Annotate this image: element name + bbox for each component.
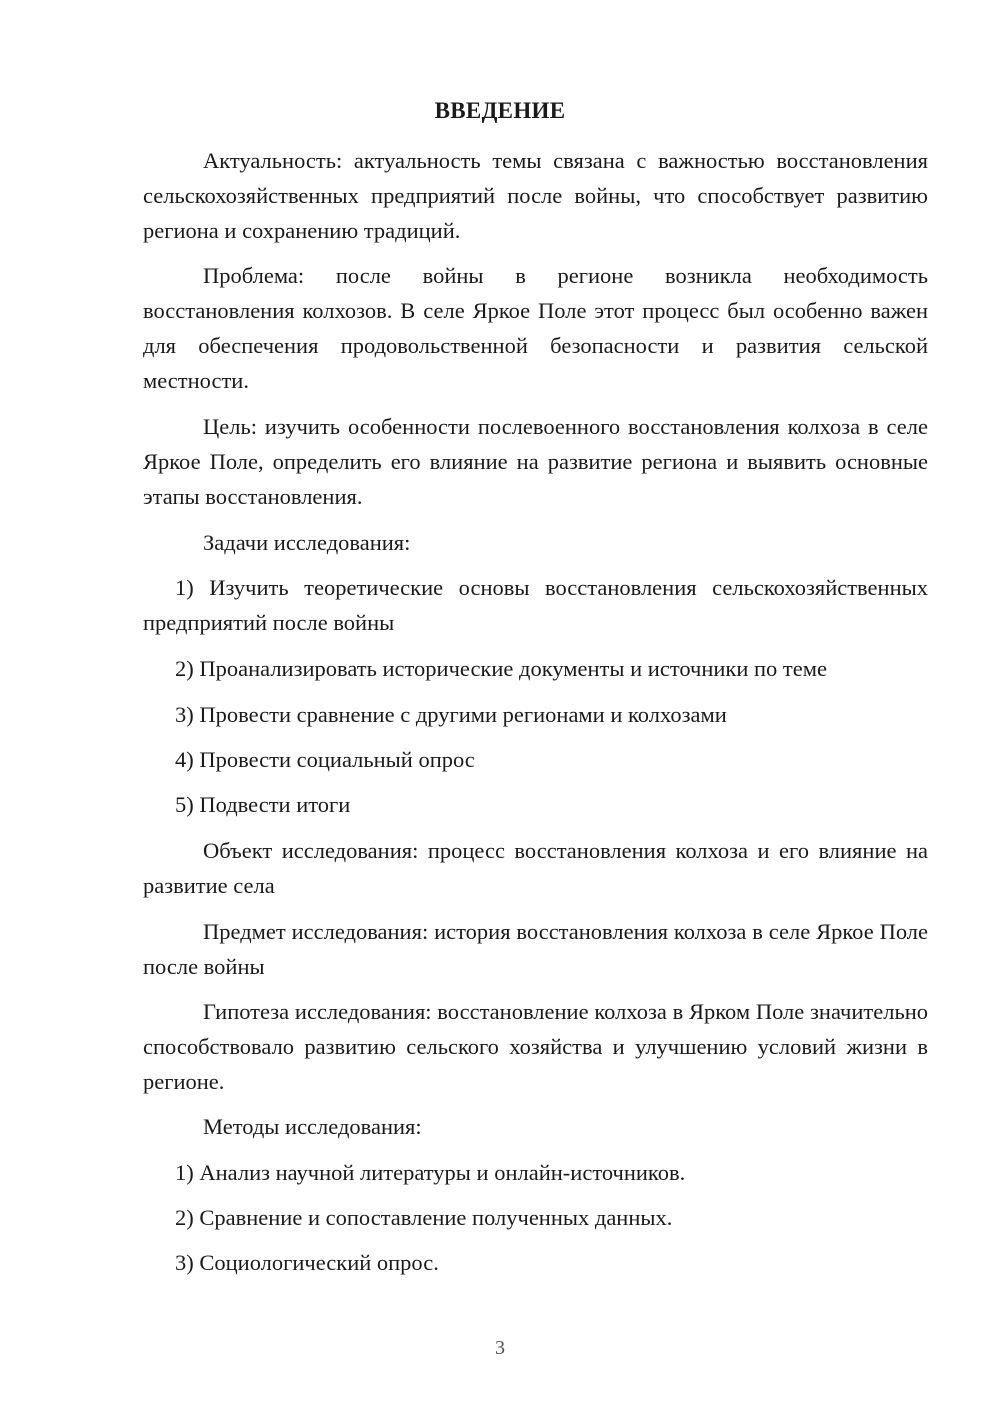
page-title: ВВЕДЕНИЕ xyxy=(434,98,566,123)
task-item-4: 4) Провести социальный опрос xyxy=(175,747,475,772)
method-item-3: 3) Социологический опрос. xyxy=(175,1250,439,1275)
task-item-3: 3) Провести сравнение с другими регионами и колхозами xyxy=(175,702,727,727)
task-item-5: 5) Подвести итоги xyxy=(175,792,351,817)
method-item-1: 1) Анализ научной литературы и онлайн-источников. xyxy=(175,1160,686,1185)
problem-paragraph: Проблема: после войны в регионе возникла необходимость восстановления колхозов. В селе Яркое Поле этот процесс был особенно важен для обеспечения продовольственной безопасности и развития сельской местности. xyxy=(143,263,928,393)
methods-title: Методы исследования: xyxy=(203,1114,422,1139)
page-number: 3 xyxy=(495,1337,505,1359)
goal-paragraph: Цель: изучить особенности послевоенного восстановления колхоза в селе Яркое Поле, определить его влияние на развитие региона и выявить основные этапы восстановления. xyxy=(143,414,928,509)
task-item-2: 2) Проанализировать исторические документы и источники по теме xyxy=(175,656,827,681)
relevance-paragraph: Актуальность: актуальность темы связана с важностью восстановления сельскохозяйственных предприятий после войны, что способствует развитию региона и сохранению традиций. xyxy=(143,148,928,243)
subject-paragraph: Предмет исследования: история восстановления колхоза в селе Яркое Поле после войны xyxy=(143,919,928,979)
hypothesis-paragraph: Гипотеза исследования: восстановление колхоза в Ярком Поле значительно способствовало развитию сельского хозяйства и улучшению условий жизни в регионе. xyxy=(143,999,928,1094)
object-paragraph: Объект исследования: процесс восстановления колхоза и его влияние на развитие села xyxy=(143,838,928,898)
method-item-2: 2) Сравнение и сопоставление полученных данных. xyxy=(175,1205,673,1230)
tasks-title: Задачи исследования: xyxy=(203,530,411,555)
task-item-1: 1) Изучить теоретические основы восстановления сельскохозяйственных предприятий после войны xyxy=(143,575,928,635)
